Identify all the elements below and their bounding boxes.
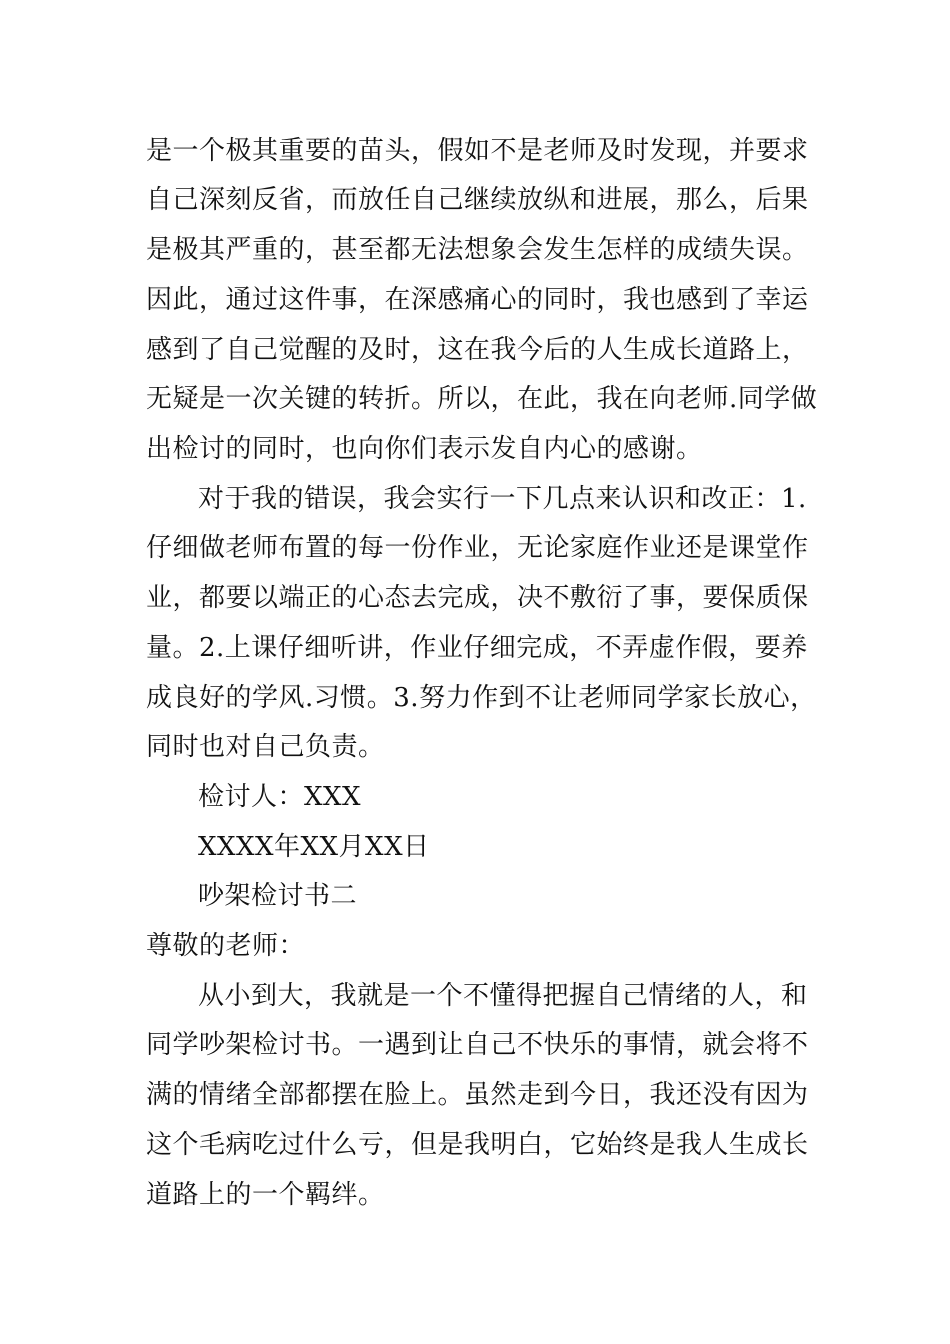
text-line: 满的情绪全部都摆在脸上。虽然走到今日，我还没有因为 [146, 1080, 809, 1110]
text-line: 出检讨的同时，也向你们表示发自内心的感谢。 [146, 434, 703, 464]
text-line: 业，都要以端正的心态去完成，决不敷衍了事，要保质保 [146, 583, 809, 613]
text-line: 同学吵架检讨书。一遇到让自己不快乐的事情，就会将不 [146, 1030, 809, 1060]
text-line: 感到了自己觉醒的及时，这在我今后的人生成长道路上， [146, 335, 809, 365]
paragraph-first-line: 从小到大，我就是一个不懂得把握自己情绪的人，和 [198, 981, 808, 1011]
text-line: 成良好的学风.习惯。3.努力作到不让老师同学家长放心， [146, 683, 817, 713]
text-line: 仔细做老师布置的每一份作业，无论家庭作业还是课堂作 [146, 533, 809, 563]
text-line: 因此，通过这件事，在深感痛心的同时，我也感到了幸运 [146, 285, 809, 315]
salutation: 尊敬的老师： [146, 931, 306, 961]
text-line: 自己深刻反省，而放任自己继续放纵和进展，那么，后果 [146, 185, 809, 215]
text-line: 是一个极其重要的苗头，假如不是老师及时发现，并要求 [146, 136, 809, 166]
text-line: 同时也对自己负责。 [146, 732, 385, 762]
text-line: 道路上的一个羁绊。 [146, 1180, 385, 1210]
section-title: 吵架检讨书二 [198, 881, 358, 911]
signature-line: 检讨人：XXX [198, 782, 362, 812]
date-line: XXXX年XX月XX日 [198, 832, 430, 862]
paragraph-first-line: 对于我的错误，我会实行一下几点来认识和改正：1. [198, 484, 807, 514]
text-line: 这个毛病吃过什么亏，但是我明白，它始终是我人生成长 [146, 1130, 809, 1160]
text-line: 无疑是一次关键的转折。所以，在此，我在向老师.同学做 [146, 384, 818, 414]
text-line: 量。2.上课仔细听讲，作业仔细完成，不弄虚作假，要养 [146, 633, 808, 663]
text-line: 是极其严重的，甚至都无法想象会发生怎样的成绩失误。 [146, 235, 809, 265]
